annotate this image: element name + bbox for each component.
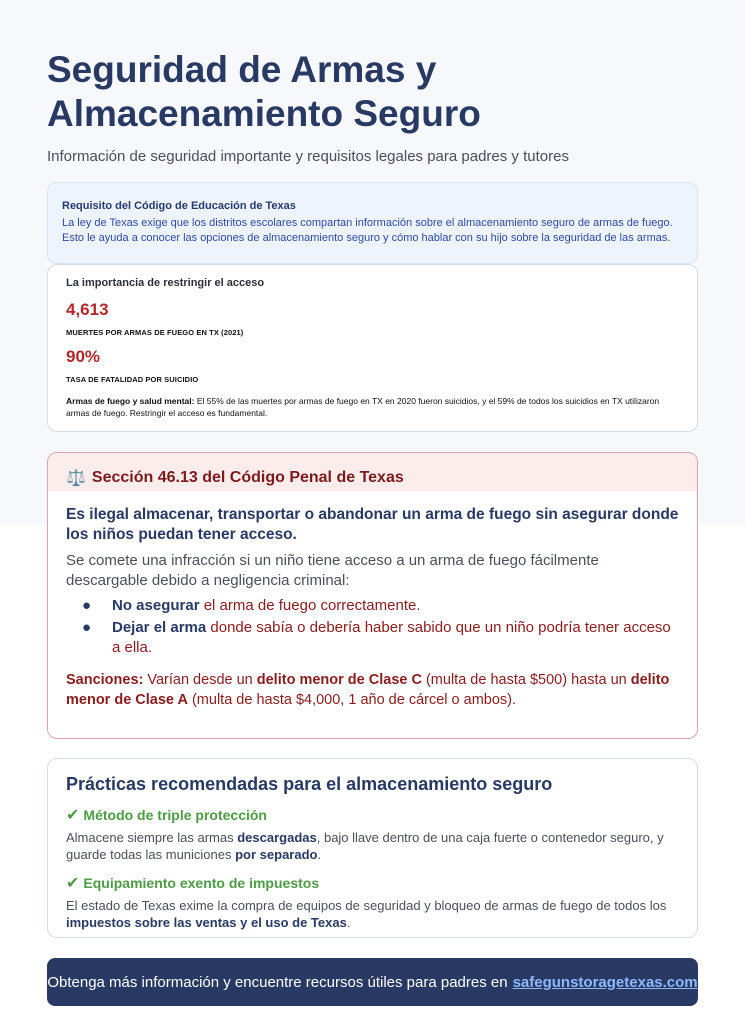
practice2-bold-1: impuestos sobre las ventas y el uso de Texas	[66, 915, 347, 930]
practice2-text-1: El estado de Texas exime la compra de equipos de seguridad y bloqueo de armas de fuego de todos los	[66, 898, 667, 913]
page-subtitle: Información de seguridad importante y requisitos legales para padres y tutores	[47, 148, 569, 165]
practice2-text-2: .	[346, 915, 351, 930]
bullet-icon: ●	[82, 619, 92, 636]
requirement-title: Requisito del Código de Educación de Texas	[62, 200, 296, 212]
footer-link[interactable]: safegunstoragetexas.com	[512, 973, 698, 991]
practice1-text-1: Almacene siempre las armas	[66, 830, 238, 845]
penalties-text	[66, 670, 679, 710]
page-title-line2: Almacenamiento Seguro	[47, 93, 481, 134]
scale-icon: ⚖️	[66, 470, 86, 487]
bullet1-bold: No asegurar	[112, 597, 200, 614]
penalty-class-a: delito menor de Clase A	[66, 672, 670, 708]
stats-note-bold: Armas de fuego y salud mental:	[66, 396, 195, 406]
requirement-box	[47, 182, 698, 264]
penalty-text-1: Varían desde un	[143, 672, 257, 688]
penal-code-lead: Es ilegal almacenar, transportar o abandonar un arma de fuego sin asegurar donde los niños puedan tener acceso.	[66, 506, 679, 543]
practices-card	[47, 758, 698, 938]
bullet-icon: ●	[82, 597, 92, 614]
penalties-label: Sanciones:	[66, 672, 144, 688]
penal-code-list	[66, 596, 679, 658]
footer-banner	[47, 958, 698, 1006]
stats-note	[66, 395, 679, 419]
bullet2-bold: Dejar el arma	[112, 619, 207, 636]
penalty-class-c: delito menor de Clase C	[256, 672, 422, 688]
stat-suicide-label: TASA DE FATALIDAD POR SUICIDIO	[66, 375, 199, 384]
page-title	[47, 48, 698, 136]
penal-code-body	[48, 491, 697, 710]
practice2-heading	[66, 873, 679, 893]
practice1-heading	[66, 805, 679, 825]
practice2-title: Equipamiento exento de impuestos	[83, 875, 320, 891]
stat-deaths-value: 4,613	[66, 300, 109, 319]
practice2-text	[66, 897, 679, 931]
check-icon: ✔	[66, 875, 80, 892]
penalty-text-2: (multa de hasta $500) hasta un	[421, 672, 631, 688]
page-title-line1: Seguridad de Armas y	[47, 49, 437, 90]
bullet2-text: donde sabía o debería haber sabido que un niño podría tener acceso a ella.	[112, 619, 671, 656]
stat-suicide-value: 90%	[66, 347, 101, 366]
practice1-text-3: .	[317, 847, 322, 862]
stats-card	[47, 264, 698, 432]
practice1-bold-2: por separado	[235, 847, 318, 862]
penalty-text-3: (multa de hasta $4,000, 1 año de cárcel o ambos).	[187, 692, 517, 708]
practice1-text	[66, 829, 679, 863]
practices-title: Prácticas recomendadas para el almacenamiento seguro	[66, 774, 553, 794]
practice1-title: Método de triple protección	[83, 807, 267, 823]
stat-deaths-label: MUERTES POR ARMAS DE FUEGO EN TX (2021)	[66, 328, 244, 337]
requirement-text: La ley de Texas exige que los distritos escolares compartan información sobre el almacenamiento seguro de armas de fuego. Esto le ayuda a conocer las opciones de almacenamiento seguro y cómo hablar con su hijo sobre la seguridad de las armas.	[62, 217, 673, 244]
penal-code-intro: Se comete una infracción si un niño tiene acceso a un arma de fuego fácilmente descargable debido a negligencia criminal:	[66, 552, 599, 589]
penal-code-title: Sección 46.13 del Código Penal de Texas	[91, 469, 404, 486]
penal-code-card	[47, 452, 698, 739]
practice1-text-2: , bajo llave dentro de una caja fuerte o contenedor seguro, y guarde todas las municiones	[66, 830, 664, 862]
penal-code-header	[48, 453, 697, 491]
stats-heading: La importancia de restringir el acceso	[66, 277, 265, 289]
bullet1-text: el arma de fuego correctamente.	[199, 597, 421, 614]
list-item	[66, 618, 679, 658]
list-item	[66, 596, 679, 616]
stats-note-text: El 55% de las muertes por armas de fuego en TX en 2020 fueron suicidios, y el 59% de todos los suicidios en TX utilizaron armas de fuego. Restringir el acceso es fundamental.	[66, 396, 660, 418]
check-icon: ✔	[66, 807, 80, 824]
practice1-bold-1: descargadas	[237, 830, 317, 845]
footer-text: Obtenga más información y encuentre recursos útiles para padres en	[47, 973, 508, 991]
